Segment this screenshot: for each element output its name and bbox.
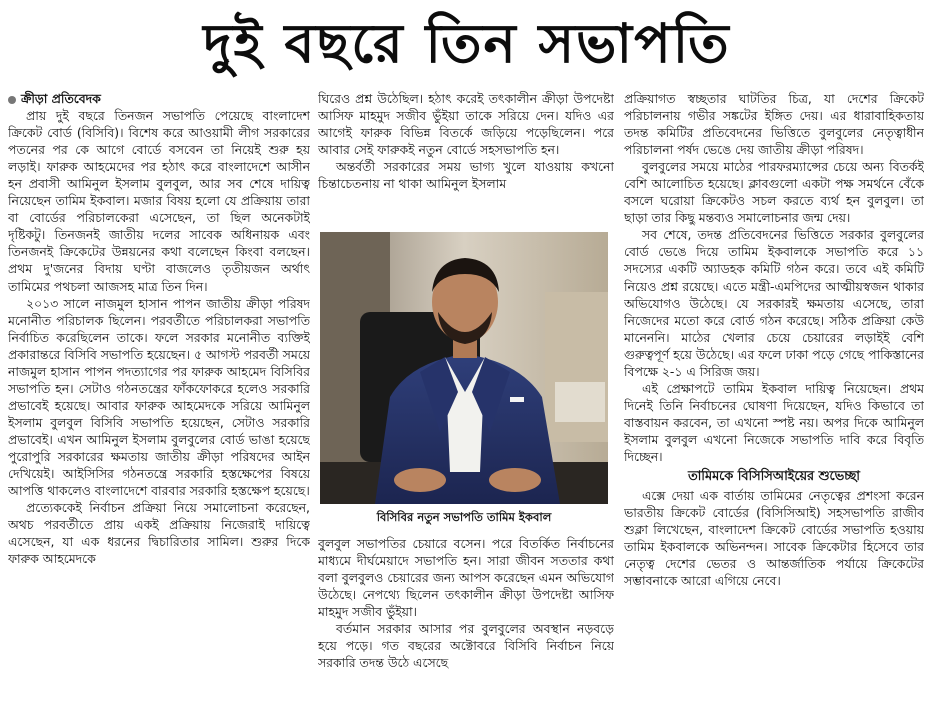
article-column-2-top <box>318 90 614 230</box>
article-column-1 <box>8 90 310 718</box>
headline: দুই বছরে তিন সভাপতি <box>203 12 731 75</box>
paragraph: এক্সে দেয়া এক বার্তায় তামিমের নেতৃত্বের প্রশংসা করেন ভারতীয় ক্রিকেট বোর্ডের (বিসিসিআই) সহসভাপতি রাজীব শুক্লা লিখেছেন, বাংলাদেশ ক্রিকেট বোর্ডের সভাপতি হওয়ায় তামিম ইকবালকে অভিনন্দন। সাবেক ক্রিকেটার হিসেবে তার নেতৃত্ব দেশের ভেতর ও আন্তর্জাতিক পর্যায়ে ক্রিকেটের সম্ভাবনাকে আরো এগিয়ে নেবে। <box>624 488 924 589</box>
paragraph: সব শেষে, তদন্ত প্রতিবেদনের ভিত্তিতে সরকার বুলবুলের বোর্ড ভেঙে দিয়ে তামিম ইকবালকে সভাপতি করে ১১ সদস্যের একটি অ্যাডহক কমিটি গঠন করে। তবে এই কমিটি নিয়েও প্রশ্ন রয়েছে। এতে মন্ত্রী-এমপিদের আত্মীয়স্বজন থাকার অভিযোগও উঠেছে। যে সরকারই ক্ষমতায় এসেছে, তারা নিজেদের মতো করে বোর্ড গঠন করেছে। সঠিক প্রক্রিয়া কেউ মানেননি। মাঠের খেলার চেয়ে চেয়ারের লড়াইই বেশি গুরুত্বপূর্ণ হয়ে উঠেছে। এর ফলে ঢাকা পড়ে গেছে পাকিস্তানের বিপক্ষে ২-১ এ সিরিজ জয়। <box>624 227 924 379</box>
byline <box>8 90 310 107</box>
bullet-icon <box>8 96 16 104</box>
paragraph: প্রক্রিয়াগত স্বচ্ছতার ঘাটতির চিত্র, যা দেশের ক্রিকেট পরিচালনায় গভীর সঙ্কটের ইঙ্গিত দেয়। এর ধারাবাহিকতায় তদন্ত কমিটির প্রতিবেদনের ভিত্তিতে বুলবুলের নেতৃত্বাধীন পরিচালনা পর্ষদ ভেঙে দেয় জাতীয় ক্রীড়া পরিষদ। <box>624 91 924 158</box>
paragraph: বর্তমান সরকার আসার পর বুলবুলের অবস্থান নড়বড়ে হয়ে পড়ে। গত বছরের অক্টোবরে বিসিবি নির্বাচন নিয়ে সরকারি তদন্ত উঠে এসেছে <box>318 621 614 671</box>
portrait-illustration <box>320 232 608 504</box>
byline-text: ক্রীড়া প্রতিবেদক <box>21 91 101 106</box>
photo-caption: বিসিবির নতুন সভাপতি তামিম ইকবাল <box>376 510 552 524</box>
portrait-photo <box>320 232 608 504</box>
article-column-2-bottom <box>318 535 614 718</box>
paragraph: ২০১৩ সালে নাজমুল হাসান পাপন জাতীয় ক্রীড়া পরিষদ মনোনীত পরিচালক ছিলেন। পরবর্তীতে পরিচালকরা সভাপতি নির্বাচিত করেছিলেন তাকে। ফলে সরকার মনোনীত ব্যক্তিই প্রকারান্তরে বিসিবি সভাপতি হয়েছেন। ৫ আগস্ট পরবর্তী সময়ে নাজমুল হাসান পাপন পদত্যাগের পর ফারুক আহমেদ বিসিবির সভাপতি হন। সেটাও গঠনতন্ত্রের ফাঁকফোকরে হলেও সরকারি প্রভাবেই হয়েছে। আবার ফারুক আহমেদকে সরিয়ে আমিনুল ইসলাম বুলবুল বিসিবি সভাপতি হয়েছেন, সেটাও সরকারি প্রভাবেই। এখন আমিনুল ইসলাম বুলবুলের বোর্ড ভাঙা হয়েছে পুরোপুরি সরকারের ক্ষমতায় জাতীয় ক্রীড়া পরিষদের আইন দেখিয়েই। আইসিসির গঠনতন্ত্রে সরকারি হস্তক্ষেপের বিষয়ে আপত্তি থাকলেও বাংলাদেশে বারবার সরকারি হস্তক্ষেপ হয়েছে। <box>8 295 310 499</box>
article-column-3 <box>624 90 924 718</box>
paragraph: প্রায় দুই বছরে তিনজন সভাপতি পেয়েছে বাংলাদেশ ক্রিকেট বোর্ড (বিসিবি)। বিশেষ করে আওয়ামী লীগ সরকারের পতনের পর কে আগে বোর্ডে বসবেন তা নিয়েই শুরু হয় লড়াই। ফারুক আহমেদের পর হঠাৎ করে বাংলাদেশে আসীন হন প্রবাসী আমিনুল ইসলাম বুলবুল, আর সব শেষে দায়িত্ব নিয়েছেন তামিম ইকবাল। মজার বিষয় হলো যে প্রক্রিয়ায় তারা বা বোর্ডের পরিচালকেরা এসেছেন, তা ছিল অনেকটাই দৃষ্টিকটু। তিনজনই জাতীয় দলের সাবেক অধিনায়ক এবং তিনজনই ক্রিকেটের উন্নয়নের কথা বলেছেন কিংবা বলছেন। প্রথম দু'জনের বিদায় ঘণ্টা বাজলেও তৃতীয়জন অর্থাৎ তামিমের পথচলা আজসহ মাত্র তিন দিন। <box>8 108 310 294</box>
paragraph: প্রত্যেককেই নির্বাচন প্রক্রিয়া নিয়ে সমালোচনা করেছেন, অথচ পরবর্তীতে প্রায় একই প্রক্রিয়ায় নিজেরাই দায়িত্বে এসেছেন, যা এক ধরনের দ্বিচারিতার সামিল। শুরুর দিকে ফারুক আহমেদকে <box>8 500 310 567</box>
paragraph: বুলবুল সভাপতির চেয়ারে বসেন। পরে বিতর্কিত নির্বাচনের মাধ্যমে দীর্ঘমেয়াদে সভাপতি হন। সারা জীবন সততার কথা বলা বুলবুলও চেয়ারের জন্য আপস করেছেন এমন অভিযোগ উঠেছে। নেপথ্যে ছিলেন তৎকালীন ক্রীড়া উপদেষ্টা আসিফ মাহমুদ সজীব ভুঁইয়া। <box>318 536 614 620</box>
paragraph: বুলবুলের সময়ে মাঠের পারফরম্যান্সের চেয়ে অন্য বিতর্কই বেশি আলোচিত হয়েছে। ক্লাবগুলো একটা পক্ষ সমর্থনে বেঁকে বসলে ঘরোয়া ক্রিকেটও সচল করতে ব্যর্থ হন বুলবুল। তা ছাড়া তার কিছু মন্তব্যও সমালোচনার জন্ম দেয়। <box>624 159 924 226</box>
paragraph: এই প্রেক্ষাপটে তামিম ইকবাল দায়িত্ব নিয়েছেন। প্রথম দিনেই তিনি নির্বাচনের ঘোষণা দিয়েছেন, যদিও কিভাবে তা বাস্তবায়ন করবেন, তা এখনো স্পষ্ট নয়। অপর দিকে আমিনুল ইসলাম বুলবুল এখনো নিজেকে সভাপতি দাবি করে বিবৃতি দিচ্ছেন। <box>624 380 924 464</box>
paragraph: ঘিরেও প্রশ্ন উঠেছিল। হঠাৎ করেই তৎকালীন ক্রীড়া উপদেষ্টা আসিফ মাহমুদ সজীব ভুঁইয়া তাকে সরিয়ে দেন। যদিও এর আগেই ফারুক বিভিন্ন বিতর্কে জড়িয়ে পড়েছিলেন। পরে আবার সেই ফারুকই নতুন বোর্ডে সহসভাপতি হন। <box>318 91 614 158</box>
subheading: তামিমকে বিসিসিআইয়ের শুভেচ্ছা <box>687 469 861 485</box>
paragraph: অন্তর্বর্তী সরকারের সময় ভাগ্য খুলে যাওয়ায় কখনো চিন্তাচেতনায় না থাকা আমিনুল ইসলাম <box>318 159 614 192</box>
